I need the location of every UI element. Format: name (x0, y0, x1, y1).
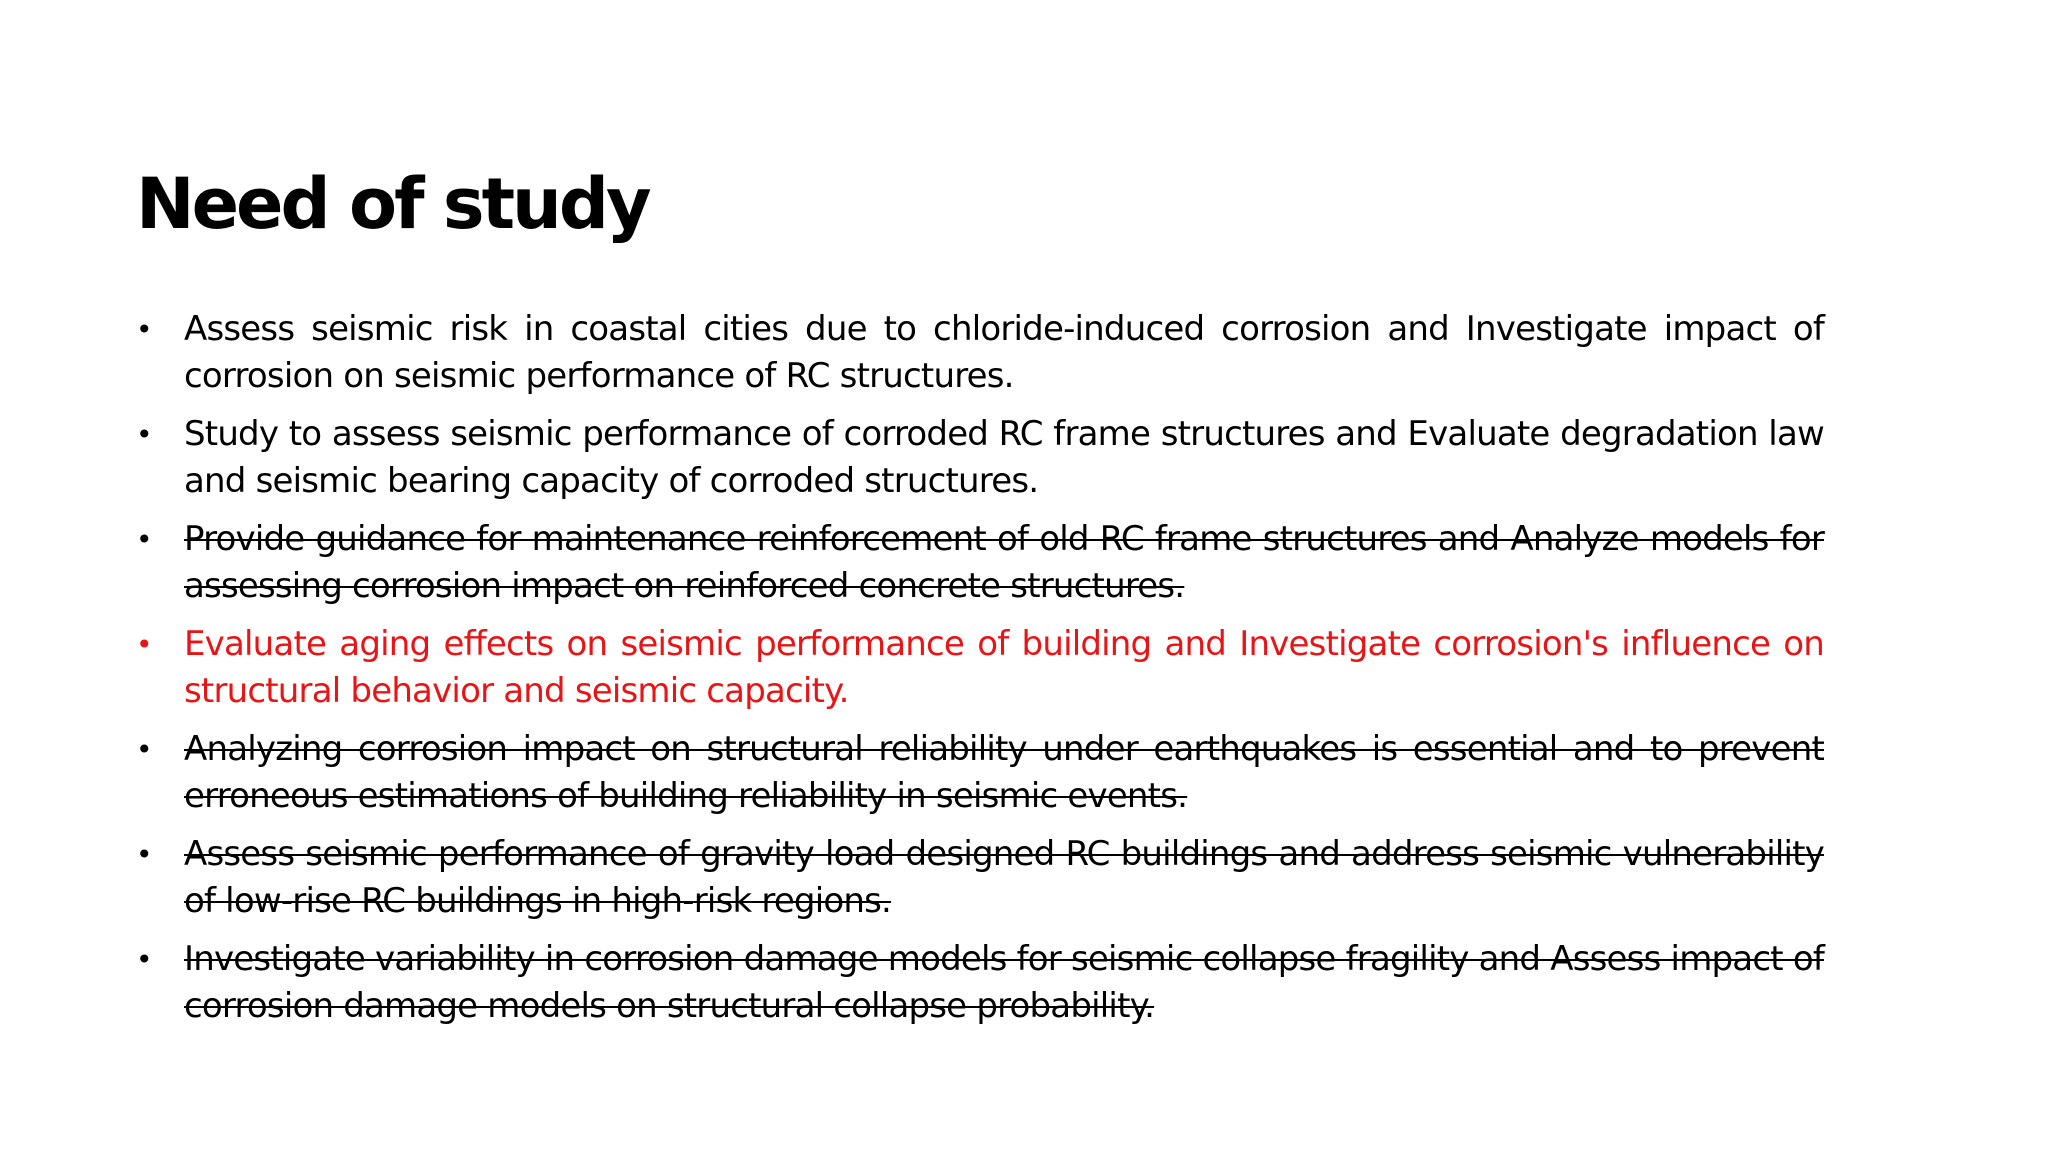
bullet-dot-icon: • (136, 733, 153, 766)
bullet-text: Assess seismic risk in coastal cities due to chloride-induced corrosion and Investigate impact of corrosion on seismic performance of RC structures. (184, 309, 1824, 396)
bullet-text: Study to assess seismic performance of corroded RC frame structures and Evaluate degradation law and seismic bearing capacity of corroded structures. (184, 414, 1824, 501)
bullet-dot-icon: • (136, 523, 153, 556)
bullet-text: Investigate variability in corrosion damage models for seismic collapse fragility and Assess impact of corrosion damage models on structural collapse probability. (184, 939, 1824, 1026)
bullet-item (136, 411, 1824, 505)
slide-title: Need of study (136, 163, 649, 245)
bullet-dot-icon: • (136, 418, 153, 451)
bullet-dot-icon: • (136, 838, 153, 871)
bullet-dot-icon: • (136, 313, 153, 346)
bullet-item (136, 726, 1824, 820)
bullet-text: Provide guidance for maintenance reinforcement of old RC frame structures and Analyze models for assessing corrosion impact on reinforced concrete structures. (184, 519, 1824, 606)
bullet-item (136, 306, 1824, 400)
bullet-item (136, 621, 1824, 715)
bullet-text: Evaluate aging effects on seismic performance of building and Investigate corrosion's influence on structural behavior and seismic capacity. (184, 624, 1824, 711)
bullet-item (136, 516, 1824, 610)
bullet-list (136, 306, 1824, 1041)
bullet-dot-icon: • (136, 628, 153, 661)
bullet-dot-icon: • (136, 943, 153, 976)
bullet-text: Assess seismic performance of gravity load designed RC buildings and address seismic vulnerability of low-rise RC buildings in high-risk regions. (184, 834, 1824, 921)
bullet-item (136, 936, 1824, 1030)
bullet-item (136, 831, 1824, 925)
bullet-text: Analyzing corrosion impact on structural reliability under earthquakes is essential and to prevent erroneous estimations of building reliability in seismic events. (184, 729, 1824, 816)
